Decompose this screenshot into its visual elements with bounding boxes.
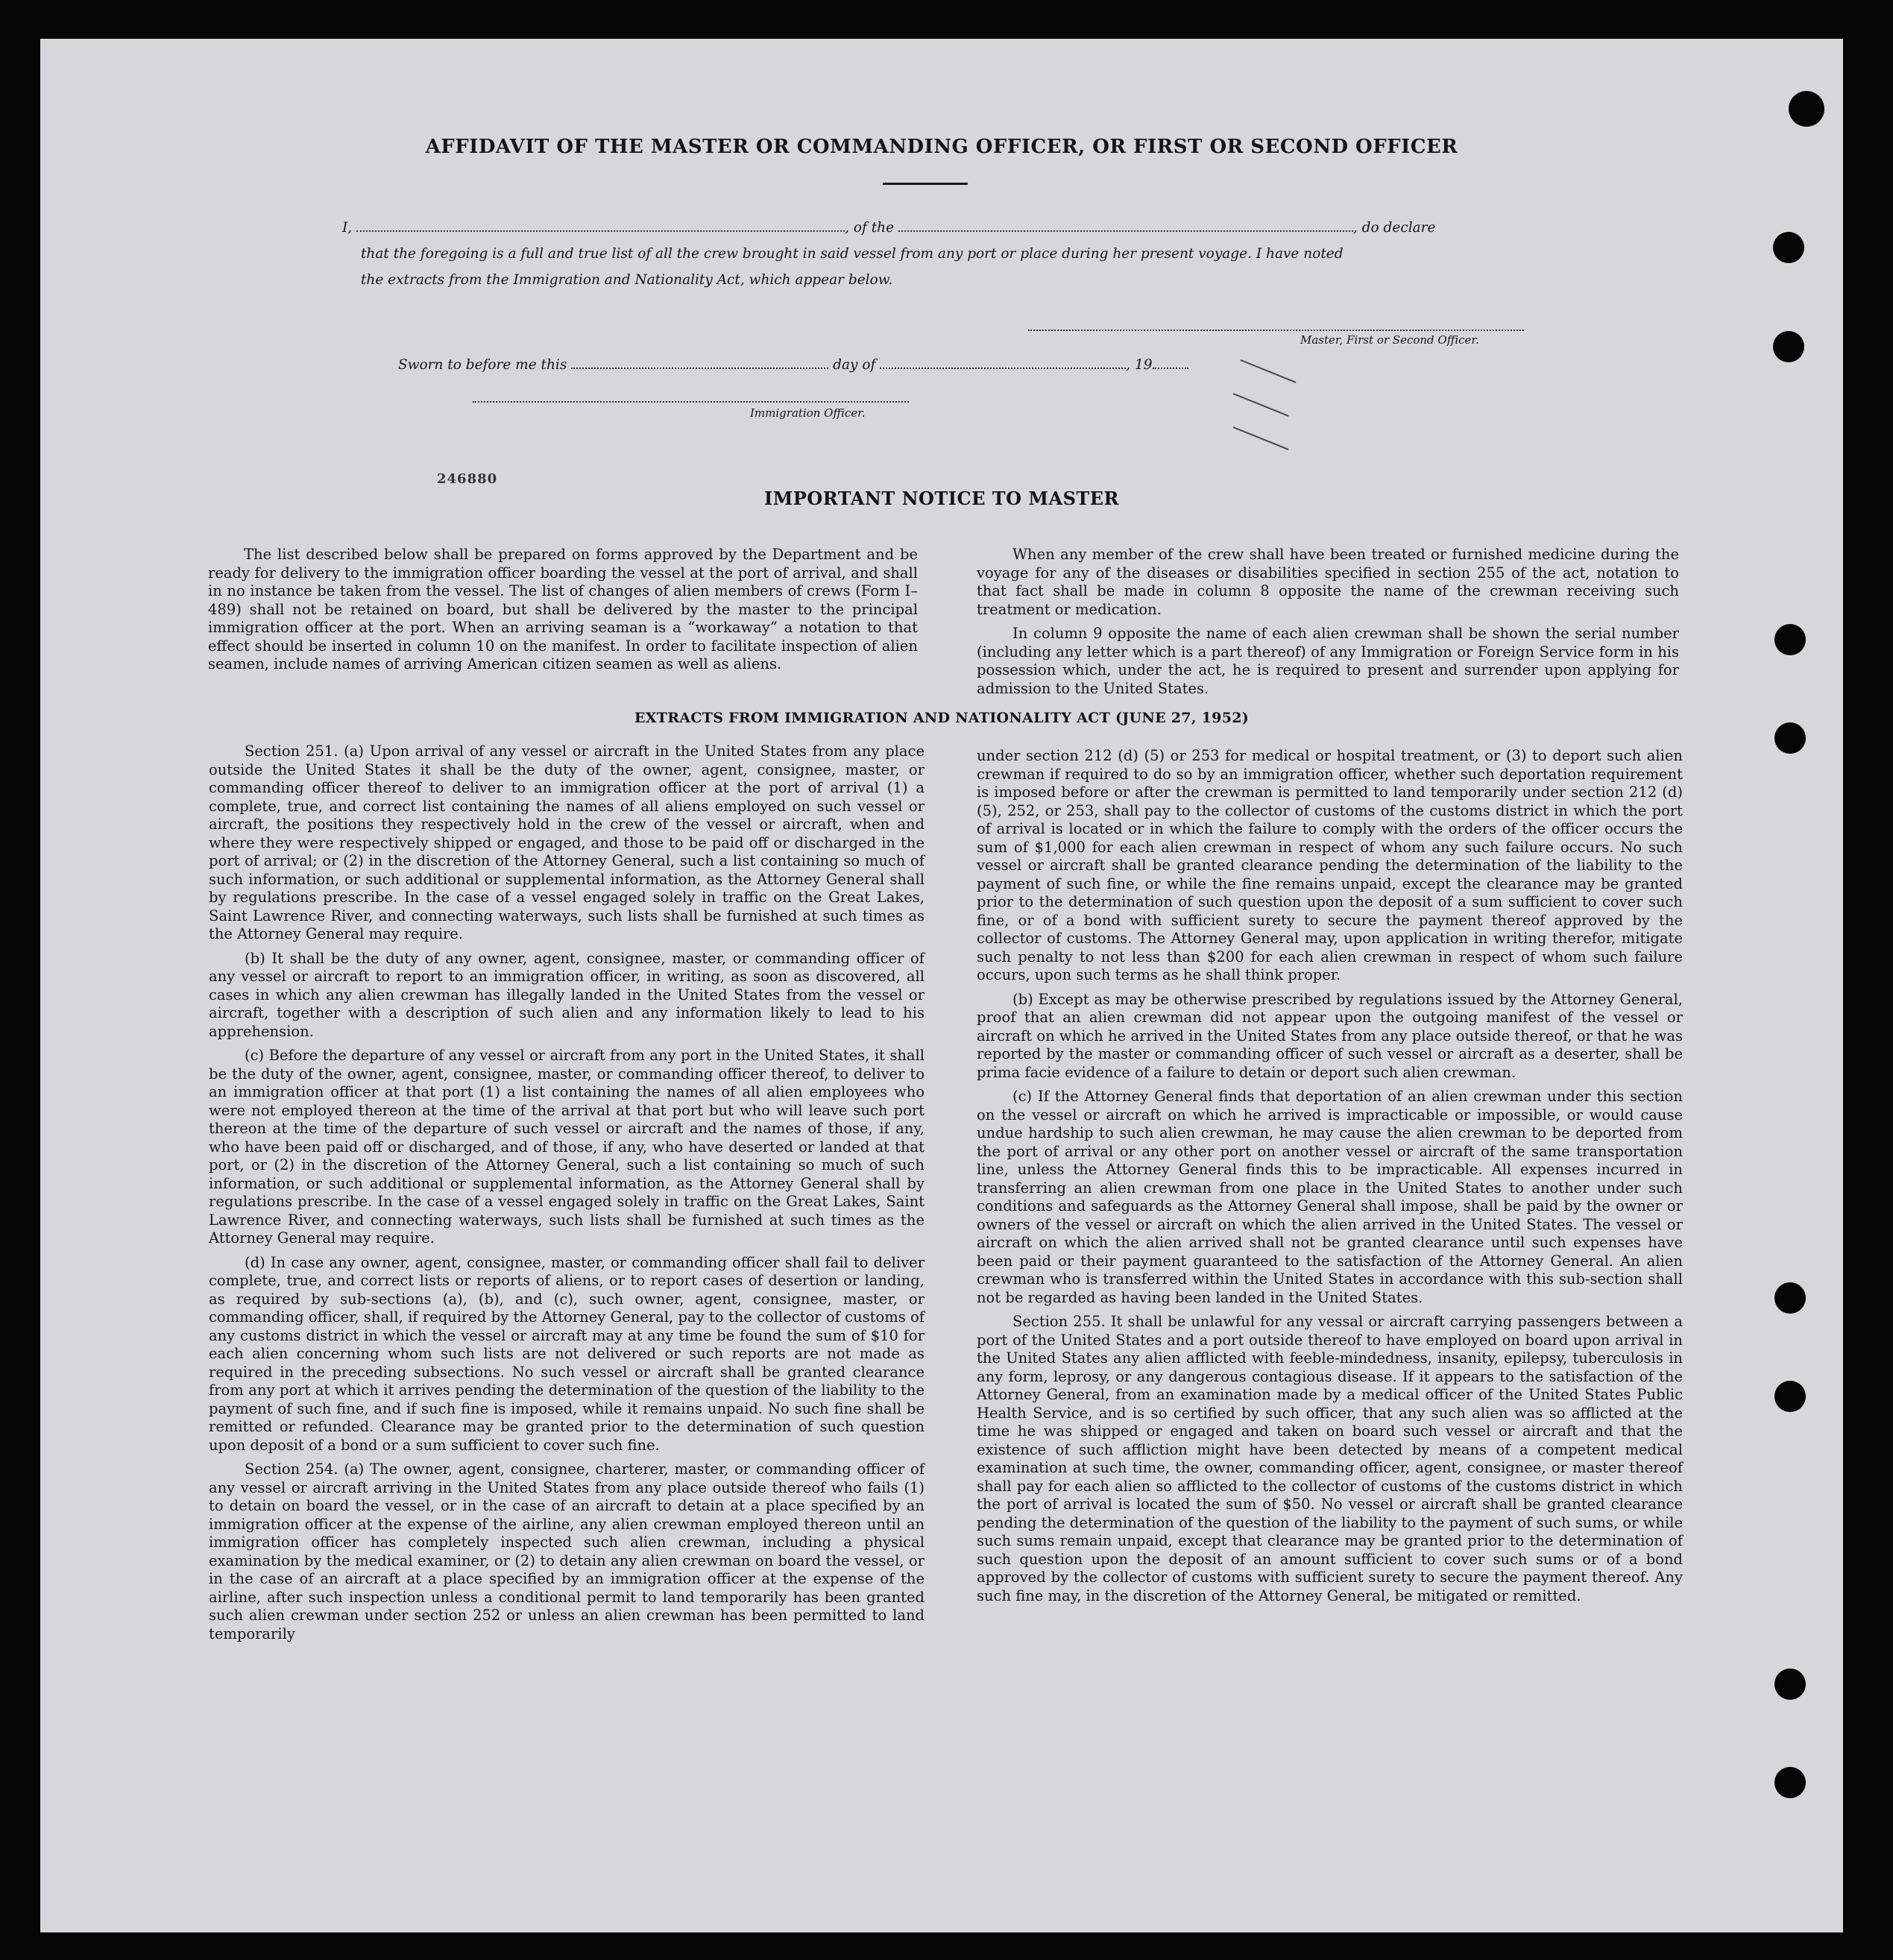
declaration-line-2: that the foregoing is a full and true list of all the crew brought in said vessel from any port or place during her present voyage. I have noted <box>361 246 1344 262</box>
section-255: Section 255. It shall be unlawful for any vessal or aircraft carrying passengers between a port of the United States and a port outside thereof to have employed on board upon arrival in the United States any alien afflicted with feeble-mindedness, insanity, epilepsy, tuberculosis in any form, leprosy, or any dangerous contagious disease. If it appears to the satisfaction of the Attorney General, from an examination made by a medical officer of the United States Public Health Service, and is so certified by such officer, that any such alien was so afflicted at the time he was shipped or engaged and taken on board such vessel or aircraft and that the existence of such affliction might have been detected by means of a competent medical examination at such time, the owner, commanding officer, agent, consignee, or master thereof shall pay for each alien so afflicted to the collector of customs of the customs district in which the port of arrival is located the sum of $50. No vessel or aircraft shall be granted clearance pending the determination of the question of the liability to the payment of such sums, or while such sums remain unpaid, except that clearance may be granted prior to the determination of such question upon the deposit of an amount sufficient to cover such sums or of a bond approved by the collector of customs with sufficient surety to secure the payment thereof. Any such fine may, in the discretion of the Attorney General, be mitigated or remitted. <box>977 1313 1683 1604</box>
punch-hole <box>1774 624 1806 655</box>
notice-left-column <box>208 546 918 680</box>
notice-left-paragraph: The list described below shall be prepared on forms approved by the Department and be ready for delivery to the immigration officer boarding the vessel at the port of arrival, and shall in no instance be taken from the vessel. The list of changes of alien members of crews (Form I–489) shall not be retained on board, but shall be delivered by the master to the principal immigration officer at the port. When an arriving seaman is a “workaway” a notation to that effect should be inserted in column 10 on the manifest. In order to facilitate inspection of alien seamen, include names of arriving American citizen seamen as well as aliens. <box>208 546 918 672</box>
section-251-b: (b) It shall be the duty of any owner, agent, consignee, master, or commanding officer of any vessel or aircraft to report to an immigration officer, in writing, as soon as discovered, all cases in which any alien crewman has illegally landed in the United States from the vessel or aircraft, together with a description of such alien and any information likely to lead to his apprehension. <box>209 949 925 1040</box>
pencil-mark <box>1233 393 1289 417</box>
sworn-text: Sworn to before me this <box>398 357 567 373</box>
punch-hole <box>1774 722 1806 754</box>
sworn-year-blank[interactable] <box>1153 357 1188 369</box>
notice-right-paragraph-2: In column 9 opposite the name of each alien crewman shall be shown the serial number (including any letter which is a part thereof) of any Immigration or Foreign Service form in his possession which, under the act, he is required to present and surrender upon applying for admission to the United States. <box>977 625 1679 697</box>
punch-hole <box>1774 1767 1806 1798</box>
punch-hole <box>1789 91 1824 127</box>
notice-right-column <box>977 546 1679 704</box>
notice-title: IMPORTANT NOTICE TO MASTER <box>763 488 1119 509</box>
vessel-name-blank[interactable] <box>898 220 1353 232</box>
section-254-c: (c) If the Attorney General finds that deportation of an alien crewman under this section on the vessel or aircraft on which he arrived is impracticable or impossible, or would cause undue hardship to such alien crewman, he may cause the alien crewman to be deported from the port of arrival or any other port on another vessel or aircraft of the same transportation line, unless the Attorney General finds this to be impracticable. All expenses incurred in transferring an alien crewman from one place in the United States to another under such conditions and safeguards as the Attorney General shall impose, shall be paid by the owner or owners of the vessel or aircraft on which the alien arrived in the United States. The vessel or aircraft on which the alien arrived shall not be granted clearance until such expenses have been paid or their payment guaranteed to the satisfaction of the Attorney General. An alien crewman who is transferred within the United States in accordance with this sub-section shall not be regarded as having been landed in the United States. <box>977 1088 1683 1306</box>
extracts-left-column <box>209 743 925 1649</box>
extracts-title: EXTRACTS FROM IMMIGRATION AND NATIONALITY ACT (JUNE 27, 1952) <box>634 710 1250 726</box>
officer-signature-caption: Immigration Officer. <box>750 406 866 420</box>
year-prefix: , 19 <box>1126 357 1153 373</box>
master-signature-line[interactable] <box>1028 330 1524 331</box>
extracts-right-column <box>977 747 1683 1611</box>
sworn-day-blank[interactable] <box>571 357 828 369</box>
declaration-line-3: the extracts from the Immigration and Nationality Act, which appear below. <box>361 272 893 288</box>
officer-signature-line[interactable] <box>473 401 909 403</box>
master-signature-caption: Master, First or Second Officer. <box>1300 333 1479 347</box>
sworn-line <box>398 352 1576 378</box>
section-254-b: (b) Except as may be otherwise prescribed by regulations issued by the Attorney General, proof that an alien crewman did not appear upon the outgoing manifest of the vessel or aircraft on which he arrived in the United States from any place outside thereof, or that he was reported by the master or commanding officer of such vessel or aircraft as a deserter, shall be prima facie evidence of a failure to detain or deport such alien crewman. <box>977 990 1683 1081</box>
punch-hole <box>1773 331 1804 362</box>
declarant-prefix: I, <box>342 220 353 236</box>
section-251-c: (c) Before the departure of any vessel or aircraft from any port in the United States, it shall be the duty of the owner, agent, consignee, master, or commanding officer thereof, to deliver to an immigration officer at that port (1) a list containing the names of all alien employees who were not employed thereon at the time of the arrival at that port but who will leave such port thereon at the time of the departure of such vessel or aircraft and the names of those, if any, who have been paid off or discharged, and of those, if any, who have deserted or landed at that port, or (2) in the discretion of the Attorney General, such a list containing so much of such information, or such additional or supplemental information, as the Attorney General shall by regulations prescribe. In the case of a vessel engaged solely in traffic on the Great Lakes, Saint Lawrence River, and connecting waterways, such lists shall be furnished at such times as the Attorney General may require. <box>209 1047 925 1247</box>
document-page <box>40 39 1843 1932</box>
stamp-number: 246880 <box>437 471 498 487</box>
declarant-name-blank[interactable] <box>356 220 845 232</box>
sworn-month-blank[interactable] <box>880 357 1126 369</box>
punch-hole <box>1773 232 1804 263</box>
punch-hole <box>1774 1668 1806 1700</box>
notice-right-paragraph-1: When any member of the crew shall have been treated or furnished medicine during the voyage for any of the diseases or disabilities specified in section 255 of the act, notation to that fact shall be made in column 8 opposite the name of the crewman receiving such treatment or medication. <box>977 546 1679 618</box>
do-declare-text: , do declare <box>1352 220 1436 236</box>
affidavit-title: AFFIDAVIT OF THE MASTER OR COMMANDING OFFICER, OR FIRST OR SECOND OFFICER <box>425 136 1458 158</box>
punch-hole <box>1774 1282 1806 1314</box>
title-underline <box>883 183 968 185</box>
of-the-text: , of the <box>845 220 895 236</box>
section-254-a-cont: under section 212 (d) (5) or 253 for medical or hospital treatment, or (3) to deport such alien crewman if required to do so by an immigration officer, whether such deportation requirement is imposed before or after the crewman is permitted to land temporarily under section 212 (d) (5), 252, or 253, shall pay to the collector of customs of the customs district in which the port of arrival is located or in which the failure to comply with the orders of the officer occurs the sum of $1,000 for each alien crewman in respect of whom any such failure occurs. No such vessel or aircraft shall be granted clearance pending the determination of the liability to the payment of such fine, or while the fine remains unpaid, except the clearance may be granted prior to the determination of such question upon the deposit of a sum sufficient to cover such fine, or of a bond with sufficient surety to secure the payment thereof approved by the collector of customs. The Attorney General may, upon application in writing therefor, mitigate such penalty to not less than $200 for each alien crewman in respect of whom such failure occurs, upon such terms as he shall think proper. <box>977 747 1683 983</box>
pencil-mark <box>1233 426 1289 450</box>
section-251-d: (d) In case any owner, agent, consignee, master, or commanding officer shall fail to deliver complete, true, and correct lists or reports of aliens, or to report cases of desertion or landing, as required by sub-sections (a), (b), and (c), such owner, agent, consignee, master, or commanding officer, shall, if required by the Attorney General, pay to the collector of customs of any customs district in which the vessel or aircraft may at any time be found the sum of $10 for each alien concerning whom such lists are not delivered or such reports are not made as required in the preceding subsections. No such vessel or aircraft shall be granted clearance from any port at which it arrives pending the determination of the question of the liability to the payment of such fine, and if such fine is imposed, while it remains unpaid. No such fine shall be remitted or refunded. Clearance may be granted prior to the determination of such question upon deposit of a bond or a sum sufficient to cover such fine. <box>209 1253 925 1454</box>
punch-hole <box>1774 1381 1806 1412</box>
section-254-a: Section 254. (a) The owner, agent, consignee, charterer, master, or commanding officer of any vessel or aircraft arriving in the United States from any place outside thereof who fails (1) to detain on board the vessel, or in the case of an aircraft to detain at a place specified by an immigration officer at the expense of the airline, any alien crewman employed thereon until an immigration officer has completely inspected such alien crewman, including a physical examination by the medical examiner, or (2) to detain any alien crewman on board the vessel, or in the case of an aircraft at a place specified by an immigration officer at the expense of the airline, after such inspection unless a conditional permit to land temporarily has been granted such alien crewman under section 252 or unless an alien crewman has been permitted to land temporarily <box>209 1460 925 1642</box>
section-251-a: Section 251. (a) Upon arrival of any vessel or aircraft in the United States from any place outside the United States it shall be the duty of the owner, agent, consignee, master, or commanding officer thereof to deliver to an immigration officer at the port of arrival (1) a complete, true, and correct list containing the names of all aliens employed on such vessel or aircraft, the positions they respectively hold in the crew of the vessel or aircraft, when and where they were respectively shipped or engaged, and those to be paid off or discharged in the port of arrival; or (2) in the discretion of the Attorney General, such a list containing so much of such information, or such additional or supplemental information, as the Attorney General shall by regulations prescribe. In the case of a vessel engaged solely in traffic on the Great Lakes, Saint Lawrence River, and connecting waterways, such lists shall be furnished at such times as the Attorney General may require. <box>209 743 925 942</box>
day-of-text: day of <box>833 357 876 373</box>
declaration-line-1 <box>342 215 1520 241</box>
